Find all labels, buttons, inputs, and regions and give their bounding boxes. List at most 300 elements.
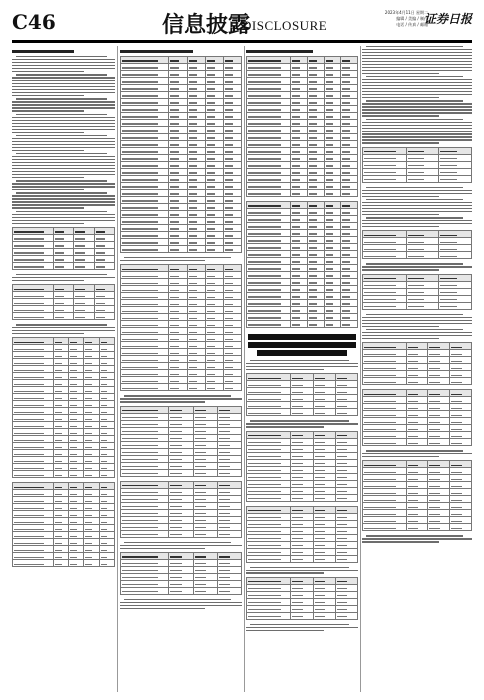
- table-cell: [363, 432, 407, 439]
- table-cell: [308, 127, 325, 134]
- table-cell: [169, 523, 193, 530]
- table-cell: [193, 559, 217, 566]
- table-cell: [13, 292, 54, 299]
- table-cell: [169, 406, 193, 413]
- table-cell: [363, 175, 407, 182]
- table-cell: [291, 321, 308, 328]
- table-cell: [121, 106, 169, 113]
- table-cell: [84, 380, 99, 387]
- table-cell: [324, 272, 341, 279]
- table-row: [121, 286, 242, 293]
- table-cell: [205, 225, 223, 232]
- table-row: [247, 176, 358, 183]
- table-cell: [324, 148, 341, 155]
- table-cell: [94, 241, 114, 248]
- table-cell: [205, 113, 223, 120]
- table-cell: [99, 539, 114, 546]
- table-cell: [247, 134, 291, 141]
- table-cell: [406, 378, 428, 385]
- table-cell: [291, 148, 308, 155]
- table-cell: [291, 548, 313, 555]
- table-cell: [169, 148, 187, 155]
- table-row: [247, 445, 358, 452]
- text-line: [12, 280, 84, 281]
- table-cell: [450, 357, 472, 364]
- column-3: [246, 46, 358, 692]
- table-row: [247, 279, 358, 286]
- table-row: [247, 520, 358, 527]
- table-row: [363, 252, 472, 259]
- table-cell: [363, 503, 407, 510]
- table-cell: [121, 342, 169, 349]
- table-cell: [187, 232, 205, 239]
- table-cell: [121, 92, 169, 99]
- table-cell: [169, 183, 187, 190]
- text-line: [366, 76, 463, 77]
- table-row: [363, 274, 472, 281]
- data-table: [246, 201, 358, 328]
- data-table: [246, 56, 358, 197]
- table-cell: [341, 120, 358, 127]
- table-cell: [223, 314, 241, 321]
- table-cell: [428, 503, 450, 510]
- text-line: [16, 324, 107, 325]
- table-cell: [291, 106, 308, 113]
- table-cell: [121, 566, 169, 573]
- table-cell: [53, 292, 73, 299]
- text-line: [12, 144, 115, 145]
- table-row: [247, 258, 358, 265]
- table-cell: [450, 378, 472, 385]
- table-cell: [169, 370, 187, 377]
- table-cell: [169, 321, 187, 328]
- table-cell: [74, 255, 94, 262]
- table-cell: [324, 307, 341, 314]
- table-cell: [169, 307, 187, 314]
- table-cell: [363, 274, 407, 281]
- table-cell: [247, 176, 291, 183]
- table-cell: [205, 279, 223, 286]
- table-cell: [324, 265, 341, 272]
- table-cell: [291, 506, 313, 513]
- table-row: [121, 580, 242, 587]
- table-row: [121, 300, 242, 307]
- table-cell: [223, 272, 241, 279]
- table-cell: [363, 425, 407, 432]
- table-cell: [217, 455, 241, 462]
- table-cell: [99, 394, 114, 401]
- table-cell: [53, 401, 68, 408]
- text-line: [12, 156, 115, 157]
- table-row: [121, 106, 242, 113]
- table-row: [13, 560, 115, 567]
- text-line: [362, 61, 472, 62]
- table-row: [13, 464, 115, 471]
- table-cell: [363, 350, 407, 357]
- table-row: [363, 238, 472, 245]
- text-line: [362, 332, 472, 333]
- table-cell: [291, 279, 308, 286]
- table-row: [13, 525, 115, 532]
- table-cell: [53, 313, 73, 320]
- table-cell: [247, 251, 291, 258]
- table-cell: [169, 286, 187, 293]
- table-cell: [341, 57, 358, 64]
- table-cell: [53, 352, 68, 359]
- table-cell: [84, 352, 99, 359]
- table-cell: [291, 64, 308, 71]
- table-cell: [406, 425, 428, 432]
- table-cell: [169, 434, 193, 441]
- announcement-headline: [246, 334, 358, 356]
- table-cell: [121, 169, 169, 176]
- table-cell: [74, 299, 94, 306]
- table-cell: [324, 176, 341, 183]
- table-row: [13, 387, 115, 394]
- table-cell: [13, 518, 54, 525]
- table-cell: [341, 293, 358, 300]
- text-line: [12, 223, 84, 224]
- table-cell: [223, 162, 241, 169]
- table-cell: [363, 302, 407, 309]
- table-cell: [13, 306, 54, 313]
- table-cell: [308, 293, 325, 300]
- table-row: [363, 404, 472, 411]
- table-cell: [205, 85, 223, 92]
- table-cell: [291, 513, 313, 520]
- table-cell: [169, 246, 187, 253]
- table-cell: [313, 459, 335, 466]
- table-cell: [247, 57, 291, 64]
- table-cell: [428, 524, 450, 531]
- table-cell: [324, 244, 341, 251]
- table-cell: [247, 141, 291, 148]
- text-paragraph: [120, 599, 242, 609]
- table-cell: [335, 527, 357, 534]
- table-cell: [335, 534, 357, 541]
- table-row: [13, 306, 115, 313]
- text-line: [12, 83, 115, 84]
- table-cell: [428, 357, 450, 364]
- table-row: [363, 496, 472, 503]
- table-row: [363, 468, 472, 475]
- table-cell: [205, 106, 223, 113]
- table-cell: [84, 401, 99, 408]
- text-line: [362, 269, 439, 270]
- text-paragraph: [246, 567, 358, 574]
- text-line: [12, 204, 115, 205]
- data-table: [362, 460, 472, 531]
- text-paragraph: [362, 450, 472, 457]
- text-line: [12, 277, 115, 278]
- table-cell: [169, 265, 187, 272]
- table-cell: [53, 457, 68, 464]
- table-row: [247, 473, 358, 480]
- table-row: [247, 577, 358, 584]
- table-cell: [247, 598, 291, 605]
- table-cell: [121, 204, 169, 211]
- table-cell: [69, 366, 84, 373]
- table-cell: [223, 155, 241, 162]
- table-cell: [247, 612, 291, 619]
- table-cell: [450, 482, 472, 489]
- table-cell: [406, 147, 439, 154]
- text-line: [362, 226, 439, 227]
- table-row: [247, 190, 358, 197]
- table-row: [247, 113, 358, 120]
- table-row: [13, 490, 115, 497]
- text-line: [362, 205, 472, 206]
- table-cell: [247, 555, 291, 562]
- table-row: [121, 509, 242, 516]
- table-cell: [335, 513, 357, 520]
- table-cell: [217, 566, 241, 573]
- table-row: [13, 532, 115, 539]
- table-cell: [53, 464, 68, 471]
- table-cell: [363, 496, 407, 503]
- text-line: [12, 89, 115, 90]
- table-cell: [223, 300, 241, 307]
- masthead-rule: [12, 42, 472, 43]
- table-cell: [406, 503, 428, 510]
- table-cell: [450, 411, 472, 418]
- table-cell: [450, 418, 472, 425]
- table-cell: [99, 464, 114, 471]
- table-cell: [291, 307, 308, 314]
- table-row: [247, 223, 358, 230]
- text-line: [362, 91, 472, 92]
- table-cell: [291, 605, 313, 612]
- table-cell: [291, 388, 313, 395]
- text-paragraph: [12, 153, 115, 178]
- table-cell: [341, 155, 358, 162]
- table-cell: [217, 488, 241, 495]
- table-cell: [53, 345, 68, 352]
- table-row: [247, 513, 358, 520]
- table-cell: [428, 468, 450, 475]
- table-cell: [193, 509, 217, 516]
- text-line: [12, 141, 115, 142]
- table-cell: [406, 295, 439, 302]
- table-cell: [187, 190, 205, 197]
- table-cell: [341, 78, 358, 85]
- table-cell: [223, 218, 241, 225]
- table-cell: [217, 469, 241, 476]
- data-table: [120, 264, 242, 391]
- table-row: [13, 292, 115, 299]
- table-cell: [324, 209, 341, 216]
- table-cell: [121, 155, 169, 162]
- table-cell: [291, 612, 313, 619]
- table-cell: [13, 436, 54, 443]
- text-line: [362, 266, 472, 267]
- table-cell: [169, 455, 193, 462]
- table-row: [13, 443, 115, 450]
- table-cell: [341, 113, 358, 120]
- table-cell: [193, 495, 217, 502]
- table-cell: [308, 64, 325, 71]
- text-line: [362, 106, 472, 107]
- table-cell: [247, 520, 291, 527]
- text-line: [362, 128, 472, 129]
- table-cell: [69, 380, 84, 387]
- table-cell: [53, 234, 73, 241]
- table-cell: [13, 401, 54, 408]
- table-cell: [291, 459, 313, 466]
- table-cell: [69, 471, 84, 478]
- table-cell: [341, 258, 358, 265]
- text-line: [362, 202, 472, 203]
- table-cell: [13, 313, 54, 320]
- table-cell: [223, 265, 241, 272]
- table-cell: [121, 300, 169, 307]
- table-cell: [247, 534, 291, 541]
- table-cell: [69, 525, 84, 532]
- table-cell: [223, 71, 241, 78]
- text-line: [12, 220, 115, 221]
- table-cell: [313, 584, 335, 591]
- text-line: [362, 70, 472, 71]
- table-cell: [247, 71, 291, 78]
- text-line: [362, 453, 472, 454]
- table-cell: [308, 300, 325, 307]
- table-cell: [193, 481, 217, 488]
- table-cell: [74, 234, 94, 241]
- table-cell: [13, 299, 54, 306]
- text-line: [16, 114, 107, 115]
- column-divider: [244, 46, 245, 692]
- text-line: [366, 314, 463, 315]
- table-cell: [187, 239, 205, 246]
- table-cell: [247, 388, 291, 395]
- table-row: [13, 345, 115, 352]
- table-row: [247, 402, 358, 409]
- table-cell: [324, 190, 341, 197]
- table-cell: [99, 380, 114, 387]
- table-cell: [94, 255, 114, 262]
- table-cell: [313, 388, 335, 395]
- text-line: [12, 171, 115, 172]
- table-cell: [324, 300, 341, 307]
- table-cell: [363, 482, 407, 489]
- table-row: [13, 338, 115, 345]
- table-cell: [217, 462, 241, 469]
- text-line: [12, 327, 115, 328]
- table-cell: [205, 169, 223, 176]
- table-cell: [335, 431, 357, 438]
- table-cell: [205, 99, 223, 106]
- table-cell: [121, 370, 169, 377]
- table-row: [121, 356, 242, 363]
- table-cell: [341, 300, 358, 307]
- table-cell: [308, 92, 325, 99]
- table-row: [247, 431, 358, 438]
- table-cell: [121, 246, 169, 253]
- text-line: [246, 363, 358, 364]
- table-cell: [53, 255, 73, 262]
- text-line: [362, 190, 472, 191]
- table-row: [363, 245, 472, 252]
- table-cell: [169, 239, 187, 246]
- text-line: [12, 59, 115, 60]
- table-cell: [406, 411, 428, 418]
- text-line: [250, 567, 349, 568]
- table-cell: [363, 378, 407, 385]
- table-cell: [439, 245, 472, 252]
- table-cell: [291, 487, 313, 494]
- text-line: [12, 150, 84, 151]
- table-row: [13, 511, 115, 518]
- table-row: [13, 553, 115, 560]
- table-cell: [335, 487, 357, 494]
- table-cell: [363, 281, 407, 288]
- table-cell: [53, 518, 68, 525]
- text-line: [366, 100, 463, 101]
- text-line: [362, 335, 472, 336]
- table-cell: [187, 141, 205, 148]
- table-cell: [169, 314, 187, 321]
- table-cell: [94, 285, 114, 292]
- table-cell: [324, 106, 341, 113]
- text-paragraph: [12, 74, 115, 96]
- table-cell: [193, 462, 217, 469]
- table-row: [121, 78, 242, 85]
- table-cell: [450, 461, 472, 468]
- table-cell: [324, 169, 341, 176]
- table-cell: [169, 469, 193, 476]
- table-cell: [193, 530, 217, 537]
- table-cell: [439, 302, 472, 309]
- text-line: [362, 122, 472, 123]
- table-row: [247, 300, 358, 307]
- table-cell: [450, 503, 472, 510]
- table-cell: [13, 490, 54, 497]
- table-cell: [406, 154, 439, 161]
- table-row: [13, 450, 115, 457]
- table-row: [13, 539, 115, 546]
- table-cell: [291, 445, 313, 452]
- table-cell: [169, 363, 187, 370]
- table-cell: [450, 524, 472, 531]
- table-cell: [205, 265, 223, 272]
- table-cell: [169, 300, 187, 307]
- table-cell: [69, 546, 84, 553]
- table-cell: [313, 541, 335, 548]
- table-cell: [205, 176, 223, 183]
- table-cell: [291, 57, 308, 64]
- table-cell: [247, 85, 291, 92]
- text-paragraph: [362, 119, 472, 144]
- table-row: [363, 461, 472, 468]
- text-line: [12, 126, 115, 127]
- table-cell: [169, 71, 187, 78]
- table-cell: [169, 552, 193, 559]
- table-row: [13, 415, 115, 422]
- table-cell: [121, 64, 169, 71]
- table-cell: [169, 99, 187, 106]
- table-row: [121, 384, 242, 391]
- table-cell: [247, 466, 291, 473]
- table-cell: [406, 404, 428, 411]
- table-cell: [84, 539, 99, 546]
- table-cell: [341, 272, 358, 279]
- table-cell: [291, 162, 308, 169]
- table-cell: [121, 462, 169, 469]
- table-cell: [341, 321, 358, 328]
- text-line: [362, 456, 439, 457]
- table-cell: [169, 530, 193, 537]
- text-line: [12, 198, 115, 199]
